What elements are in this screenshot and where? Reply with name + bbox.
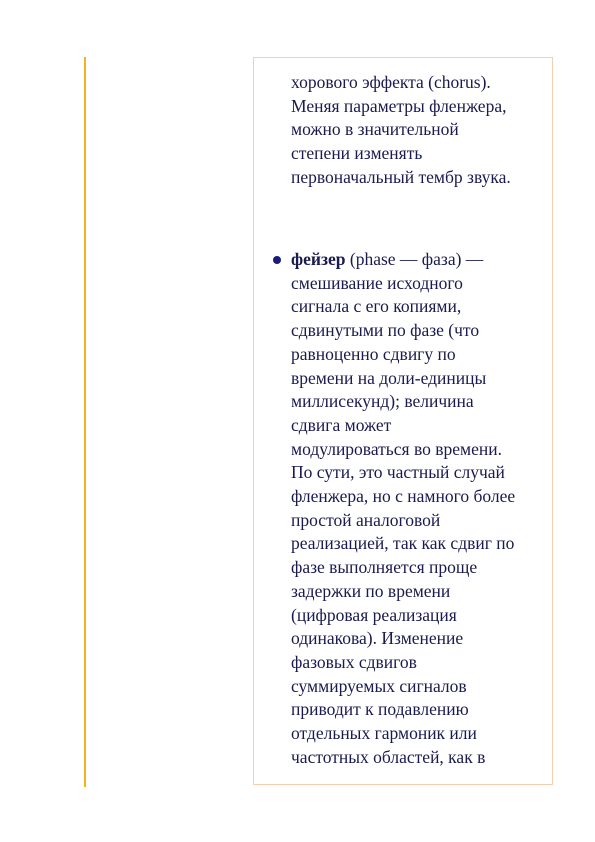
text-line: сигнала с его копиями,: [291, 296, 462, 317]
text-line: фазовых сдвигов: [291, 651, 417, 672]
text-line: одинакова). Изменение: [291, 628, 464, 649]
text-line: времени на доли-единицы: [291, 367, 487, 388]
text-line: реализацией, так как сдвиг по: [291, 533, 515, 554]
text-line: фленжера, но с намного более: [291, 486, 516, 507]
text-line: фазе выполняется проще: [291, 557, 478, 578]
text-line: можно в значительной: [291, 119, 459, 140]
text-line: смешивание исходного: [291, 272, 463, 293]
text-line: частотных областей, как в: [291, 746, 486, 767]
bullet-first-line: [291, 248, 553, 272]
left-margin-rule: [84, 57, 86, 787]
text-line: модулироваться во времени.: [291, 438, 502, 459]
text-line: сдвига может: [291, 414, 392, 435]
text-line: миллисекунд); величина: [291, 391, 474, 412]
text-line: равноценно сдвигу по: [291, 343, 456, 364]
text-line: простой аналоговой: [291, 509, 441, 530]
text-line: задержки по времени: [291, 580, 451, 601]
text-line: суммируемых сигналов: [291, 675, 467, 696]
text-line: сдвинутыми по фазе (что: [291, 320, 480, 341]
text-line: По сути, это частный случай: [291, 462, 505, 483]
bullet-icon: [273, 256, 281, 264]
bullet-paragraph: [291, 248, 553, 769]
text-line: степени изменять: [291, 143, 423, 164]
text-line: (цифровая реализация: [291, 604, 457, 625]
bullet-first-line-rest: (phase — фаза) —: [345, 249, 484, 269]
text-line: приводит к подавлению: [291, 699, 469, 720]
bullet-term: фейзер: [291, 249, 346, 269]
text-line: Меняя параметры фленжера,: [291, 95, 507, 116]
text-line: первоначальный тембр звука.: [291, 166, 511, 187]
text-line: отдельных гармоник или: [291, 723, 477, 744]
text-line: хорового эффекта (chorus).: [291, 72, 491, 92]
continuation-paragraph: [291, 71, 553, 190]
